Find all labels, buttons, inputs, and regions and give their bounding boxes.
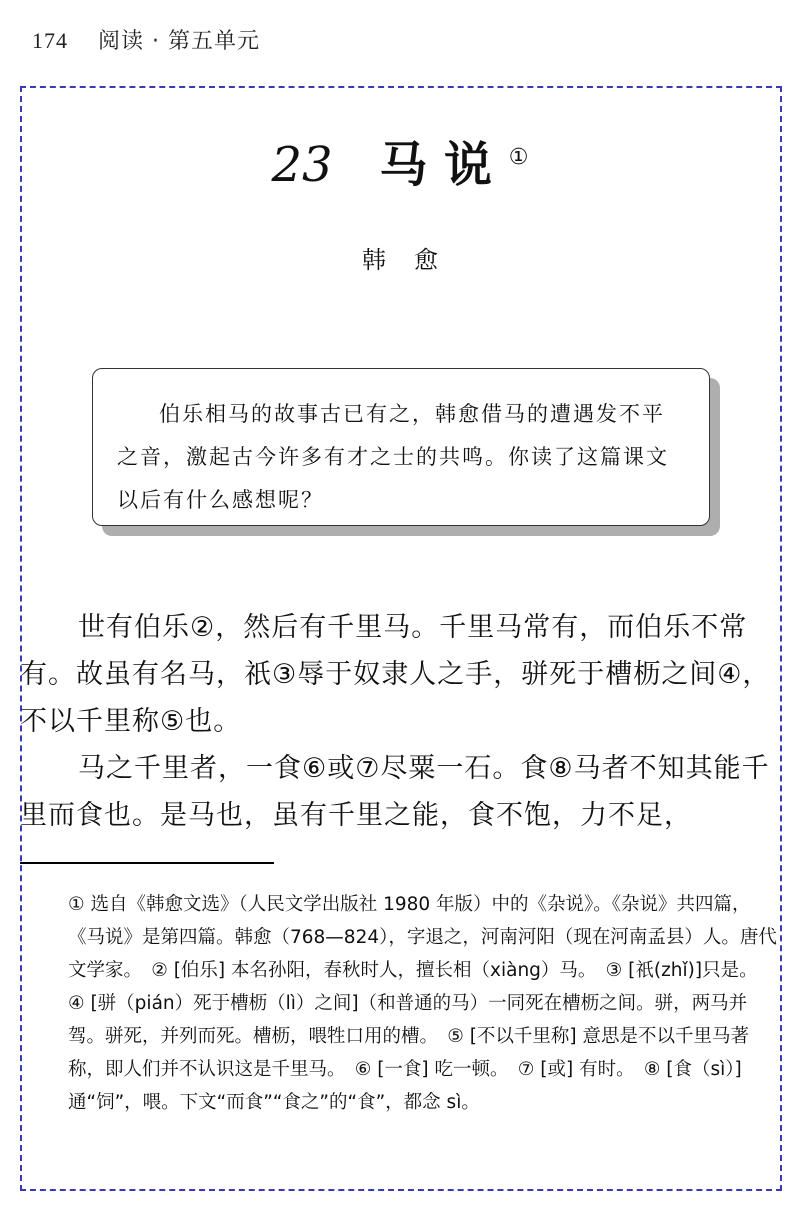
footnotes: ① 选自《韩愈文选》（人民文学出版社 1980 年版）中的《杂说》。《杂说》共四篇，《马说》是第四篇。韩愈（768—824），字退之，河南河阳（现在河南孟县）人。唐代文学家。 ② [伯乐] 本名孙阳，春秋时人，擅长相（xiàng）马。 ③ [祇(zhǐ)]只是。 ④ [骈（pián）死于槽枥（lì）之间]（和普通的马）一同死在槽枥之间。骈，两马并驾。骈死，并列而死。槽枥，喂牲口用的槽。 ⑤ [不以千里称] 意思是不以千里马著称，即人们并不认识这是千里马。 ⑥ [一食] 吃一顿。 ⑦ [或] 有时。 ⑧ [食（sì）] 通“饲”，喂。下文“而食”“食之”的“食”，都念 sì。 — [68, 894, 777, 1113]
author: 韩愈 — [362, 246, 466, 274]
lesson-number: 23 — [271, 137, 333, 193]
page-header — [32, 24, 260, 55]
lesson-name: 马 说 — [379, 137, 493, 193]
section-label: 阅读 · 第五单元 — [98, 29, 260, 54]
lesson-title — [0, 126, 800, 195]
title-footnote-mark: ① — [508, 145, 529, 170]
page-number: 174 — [32, 28, 68, 53]
body-paragraph-1: 世有伯乐②，然后有千里马。千里马常有，而伯乐不常有。故虽有名马，祇③辱于奴隶人之手，骈死于槽枥之间④，不以千里称⑤也。 — [20, 612, 771, 737]
preview-box: 伯乐相马的故事古已有之，韩愈借马的遭遇发不平之音，激起古今许多有才之士的共鸣。你读了这篇课文以后有什么感想呢？ — [92, 368, 710, 526]
body-paragraph-2: 马之千里者，一食⑥或⑦尽粟一石。食⑧马者不知其能千里而食也。是马也，虽有千里之能，食不饱，力不足， — [20, 753, 770, 831]
footnote-rule — [20, 862, 274, 864]
